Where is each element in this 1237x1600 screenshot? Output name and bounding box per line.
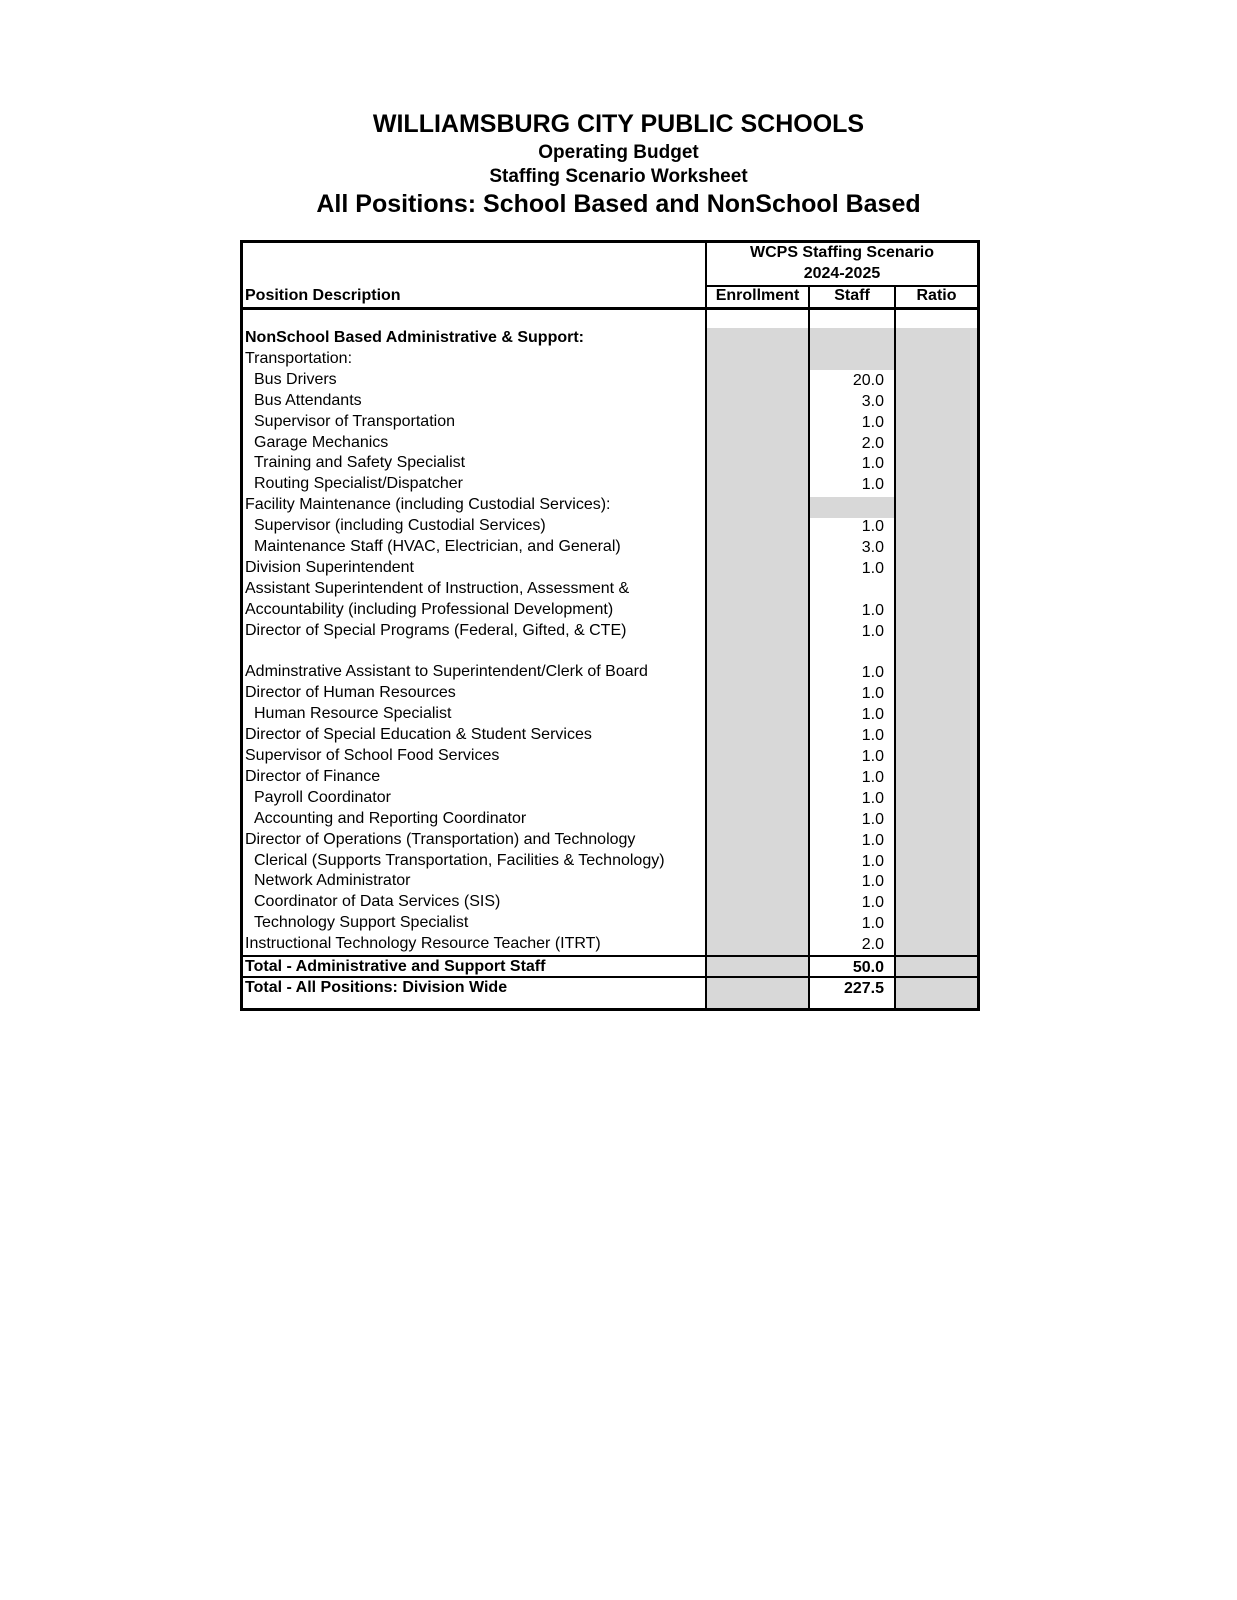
position-description: Accountability (including Professional Development) bbox=[245, 600, 614, 618]
table-row bbox=[243, 767, 977, 788]
table-row bbox=[243, 851, 977, 872]
total-row bbox=[243, 955, 977, 976]
staff-value: 1.0 bbox=[861, 789, 884, 807]
staff-value: 1.0 bbox=[861, 852, 884, 870]
table-row bbox=[243, 453, 977, 474]
worksheet-title: Staffing Scenario Worksheet bbox=[489, 166, 748, 187]
table-row bbox=[243, 704, 977, 725]
staff-value: 1.0 bbox=[861, 873, 884, 891]
position-description: Supervisor of Transportation bbox=[254, 412, 455, 430]
budget-title: Operating Budget bbox=[538, 142, 699, 163]
table-row bbox=[243, 662, 977, 683]
staff-value: 1.0 bbox=[861, 706, 884, 724]
year-header: 2024-2025 bbox=[803, 265, 881, 282]
table-row bbox=[243, 683, 977, 704]
position-description: Facility Maintenance (including Custodial Services): bbox=[245, 496, 611, 514]
staff-value: 1.0 bbox=[861, 622, 884, 640]
position-description: Human Resource Specialist bbox=[254, 705, 452, 723]
table-row bbox=[243, 892, 977, 913]
position-description: Clerical (Supports Transportation, Facilities & Technology) bbox=[254, 851, 665, 869]
staff-value: 3.0 bbox=[861, 539, 884, 556]
table-row bbox=[243, 830, 977, 851]
table-row bbox=[243, 391, 977, 412]
header-divider bbox=[707, 285, 977, 287]
position-description: Assistant Superintendent of Instruction, Assessment & bbox=[245, 579, 630, 597]
table-row bbox=[243, 474, 977, 495]
table-row bbox=[243, 934, 977, 955]
table-row bbox=[243, 537, 977, 558]
position-description: Payroll Coordinator bbox=[254, 788, 391, 806]
staff-value: 1.0 bbox=[861, 455, 884, 473]
table-row bbox=[243, 809, 977, 830]
position-description: Bus Attendants bbox=[254, 391, 362, 409]
table-row bbox=[243, 600, 977, 621]
position-description: Director of Special Education & Student Services bbox=[245, 726, 592, 744]
table-row bbox=[243, 871, 977, 892]
staff-value: 2.0 bbox=[861, 936, 884, 954]
staff-value: 1.0 bbox=[861, 894, 884, 912]
position-description: Routing Specialist/Dispatcher bbox=[254, 475, 463, 493]
table-row bbox=[243, 516, 977, 537]
table-row bbox=[243, 412, 977, 433]
position-description: Network Administrator bbox=[254, 872, 411, 890]
table-row bbox=[243, 495, 977, 516]
staff-value: 1.0 bbox=[861, 831, 884, 849]
table-row bbox=[243, 788, 977, 809]
total-row bbox=[243, 976, 977, 997]
staff-value: 2.0 bbox=[861, 434, 884, 452]
position-description: Instructional Technology Resource Teacher (ITRT) bbox=[245, 935, 601, 953]
ratio-header: Ratio bbox=[916, 287, 957, 304]
staff-value: 1.0 bbox=[861, 810, 884, 828]
position-description: NonSchool Based Administrative & Support: bbox=[245, 329, 584, 346]
position-description: Adminstrative Assistant to Superintendent/Clerk of Board bbox=[245, 663, 648, 681]
staff-header: Staff bbox=[834, 287, 870, 304]
table-row bbox=[243, 746, 977, 767]
staff-value: 1.0 bbox=[861, 413, 884, 431]
table-row bbox=[243, 349, 977, 370]
position-description: Maintenance Staff (HVAC, Electrician, and General) bbox=[254, 538, 621, 555]
staff-value: 1.0 bbox=[861, 748, 884, 765]
scenario-header: WCPS Staffing Scenario bbox=[749, 244, 935, 261]
position-description: Director of Finance bbox=[245, 767, 381, 785]
staff-value: 20.0 bbox=[852, 371, 884, 389]
position-description: Coordinator of Data Services (SIS) bbox=[254, 893, 501, 911]
table-row bbox=[243, 558, 977, 579]
table-row bbox=[243, 621, 977, 642]
staff-value: 1.0 bbox=[861, 768, 884, 786]
staff-value: 3.0 bbox=[861, 392, 884, 410]
staffing-table bbox=[240, 240, 980, 1011]
position-description: Director of Special Programs (Federal, Gifted, & CTE) bbox=[245, 621, 627, 639]
position-description: Training and Safety Specialist bbox=[254, 454, 466, 472]
staff-value: 1.0 bbox=[861, 664, 884, 682]
position-description: Technology Support Specialist bbox=[254, 914, 469, 932]
position-description: Director of Operations (Transportation) and Technology bbox=[245, 830, 636, 848]
table-row bbox=[243, 370, 977, 391]
position-description: Director of Human Resources bbox=[245, 684, 456, 702]
positions-title: All Positions: School Based and NonSchool Based bbox=[316, 190, 921, 218]
staff-value: 1.0 bbox=[861, 685, 884, 703]
staff-value: 1.0 bbox=[861, 915, 884, 933]
staff-value: 1.0 bbox=[861, 518, 884, 536]
position-description: Supervisor of School Food Services bbox=[245, 747, 500, 764]
position-description: Bus Drivers bbox=[254, 370, 337, 388]
position-description: Transportation: bbox=[245, 349, 353, 367]
table-header bbox=[243, 243, 977, 310]
table-row bbox=[243, 328, 977, 349]
staff-value: 1.0 bbox=[861, 476, 884, 494]
total-description: Total - Administrative and Support Staff bbox=[245, 958, 546, 975]
position-description: Garage Mechanics bbox=[254, 433, 389, 451]
position-description: Accounting and Reporting Coordinator bbox=[254, 809, 527, 827]
table-row bbox=[243, 725, 977, 746]
position-description: Division Superintendent bbox=[245, 558, 414, 576]
staff-value: 1.0 bbox=[861, 601, 884, 619]
total-staff-value: 50.0 bbox=[852, 959, 884, 976]
position-description: Supervisor (including Custodial Services) bbox=[254, 517, 546, 535]
total-staff-value: 227.5 bbox=[843, 980, 884, 997]
staff-value: 1.0 bbox=[861, 559, 884, 577]
staff-value: 1.0 bbox=[861, 727, 884, 745]
enrollment-header: Enrollment bbox=[715, 287, 800, 304]
total-description: Total - All Positions: Division Wide bbox=[245, 979, 508, 996]
table-row bbox=[243, 913, 977, 934]
table-row bbox=[243, 433, 977, 454]
table-row bbox=[243, 642, 977, 663]
position-description-header: Position Description bbox=[245, 287, 401, 304]
table-row bbox=[243, 579, 977, 600]
org-title: WILLIAMSBURG CITY PUBLIC SCHOOLS bbox=[372, 110, 865, 138]
